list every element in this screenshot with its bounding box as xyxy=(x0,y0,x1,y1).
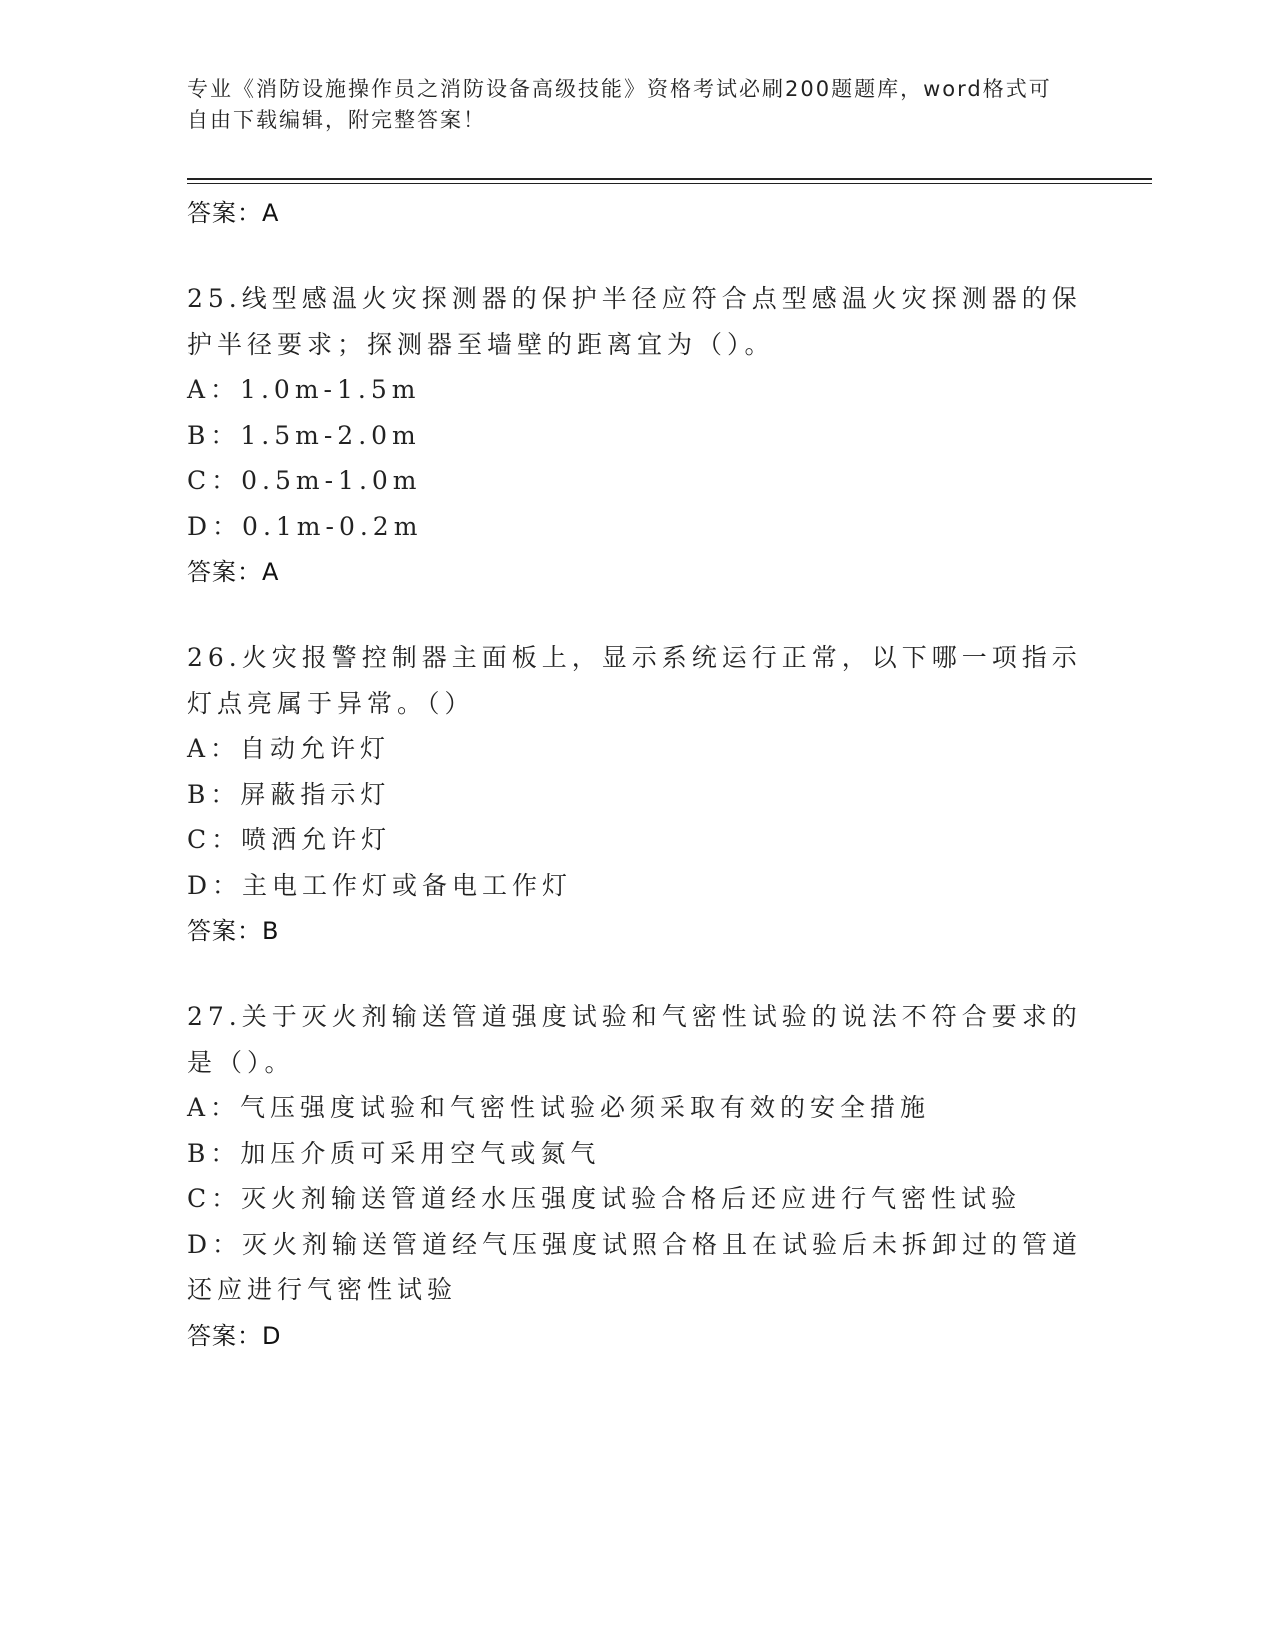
option-b: B：加压介质可采用空气或氮气 xyxy=(187,1138,601,1168)
header-rule-thin xyxy=(187,183,1152,184)
option-d: D：灭火剂输送管道经气压强度试照合格且在试验后未拆卸过的管道还应进行气密性试验 xyxy=(187,1229,1083,1304)
header-rule xyxy=(187,178,1152,180)
question-stem: 27.关于灭火剂输送管道强度试验和气密性试验的说法不符合要求的是（）。 xyxy=(187,1002,1082,1077)
question-25 xyxy=(187,276,1087,595)
option-a: A：自动允许灯 xyxy=(187,734,391,763)
option-d: D：0.1m-0.2m xyxy=(187,511,423,541)
question-stem: 25.线型感温火灾探测器的保护半径应符合点型感温火灾探测器的保护半径要求；探测器至墙壁的距离宜为（）。 xyxy=(187,284,1082,359)
answer-line: 答案：B xyxy=(187,917,280,945)
option-b: B：1.5m-2.0m xyxy=(187,420,421,450)
answer-line: 答案：A xyxy=(187,558,280,586)
question-stem: 26.火灾报警控制器主面板上，显示系统运行正常，以下哪一项指示灯点亮属于异常。（） xyxy=(187,643,1082,718)
option-c: C：0.5m-1.0m xyxy=(187,466,422,495)
option-c: C：灭火剂输送管道经水压强度试验合格后还应进行气密性试验 xyxy=(187,1184,1022,1213)
option-b: B：屏蔽指示灯 xyxy=(187,779,391,809)
option-a: A：气压强度试验和气密性试验必须采取有效的安全措施 xyxy=(187,1093,931,1122)
page-content xyxy=(187,190,1087,1359)
option-c: C：喷洒允许灯 xyxy=(187,825,392,854)
spacer xyxy=(187,236,1087,276)
option-a: A：1.0m-1.5m xyxy=(187,375,421,404)
option-d: D：主电工作灯或备电工作灯 xyxy=(187,870,573,900)
spacer xyxy=(187,595,1087,635)
answer-line: 答案：A xyxy=(187,199,280,227)
answer-line: 答案：D xyxy=(187,1321,282,1350)
question-27 xyxy=(187,994,1087,1359)
question-26 xyxy=(187,635,1087,954)
spacer xyxy=(187,954,1087,994)
page-header: 专业《消防设施操作员之消防设备高级技能》资格考试必刷200题题库，word格式可自由下载编辑，附完整答案！ xyxy=(187,77,1052,132)
